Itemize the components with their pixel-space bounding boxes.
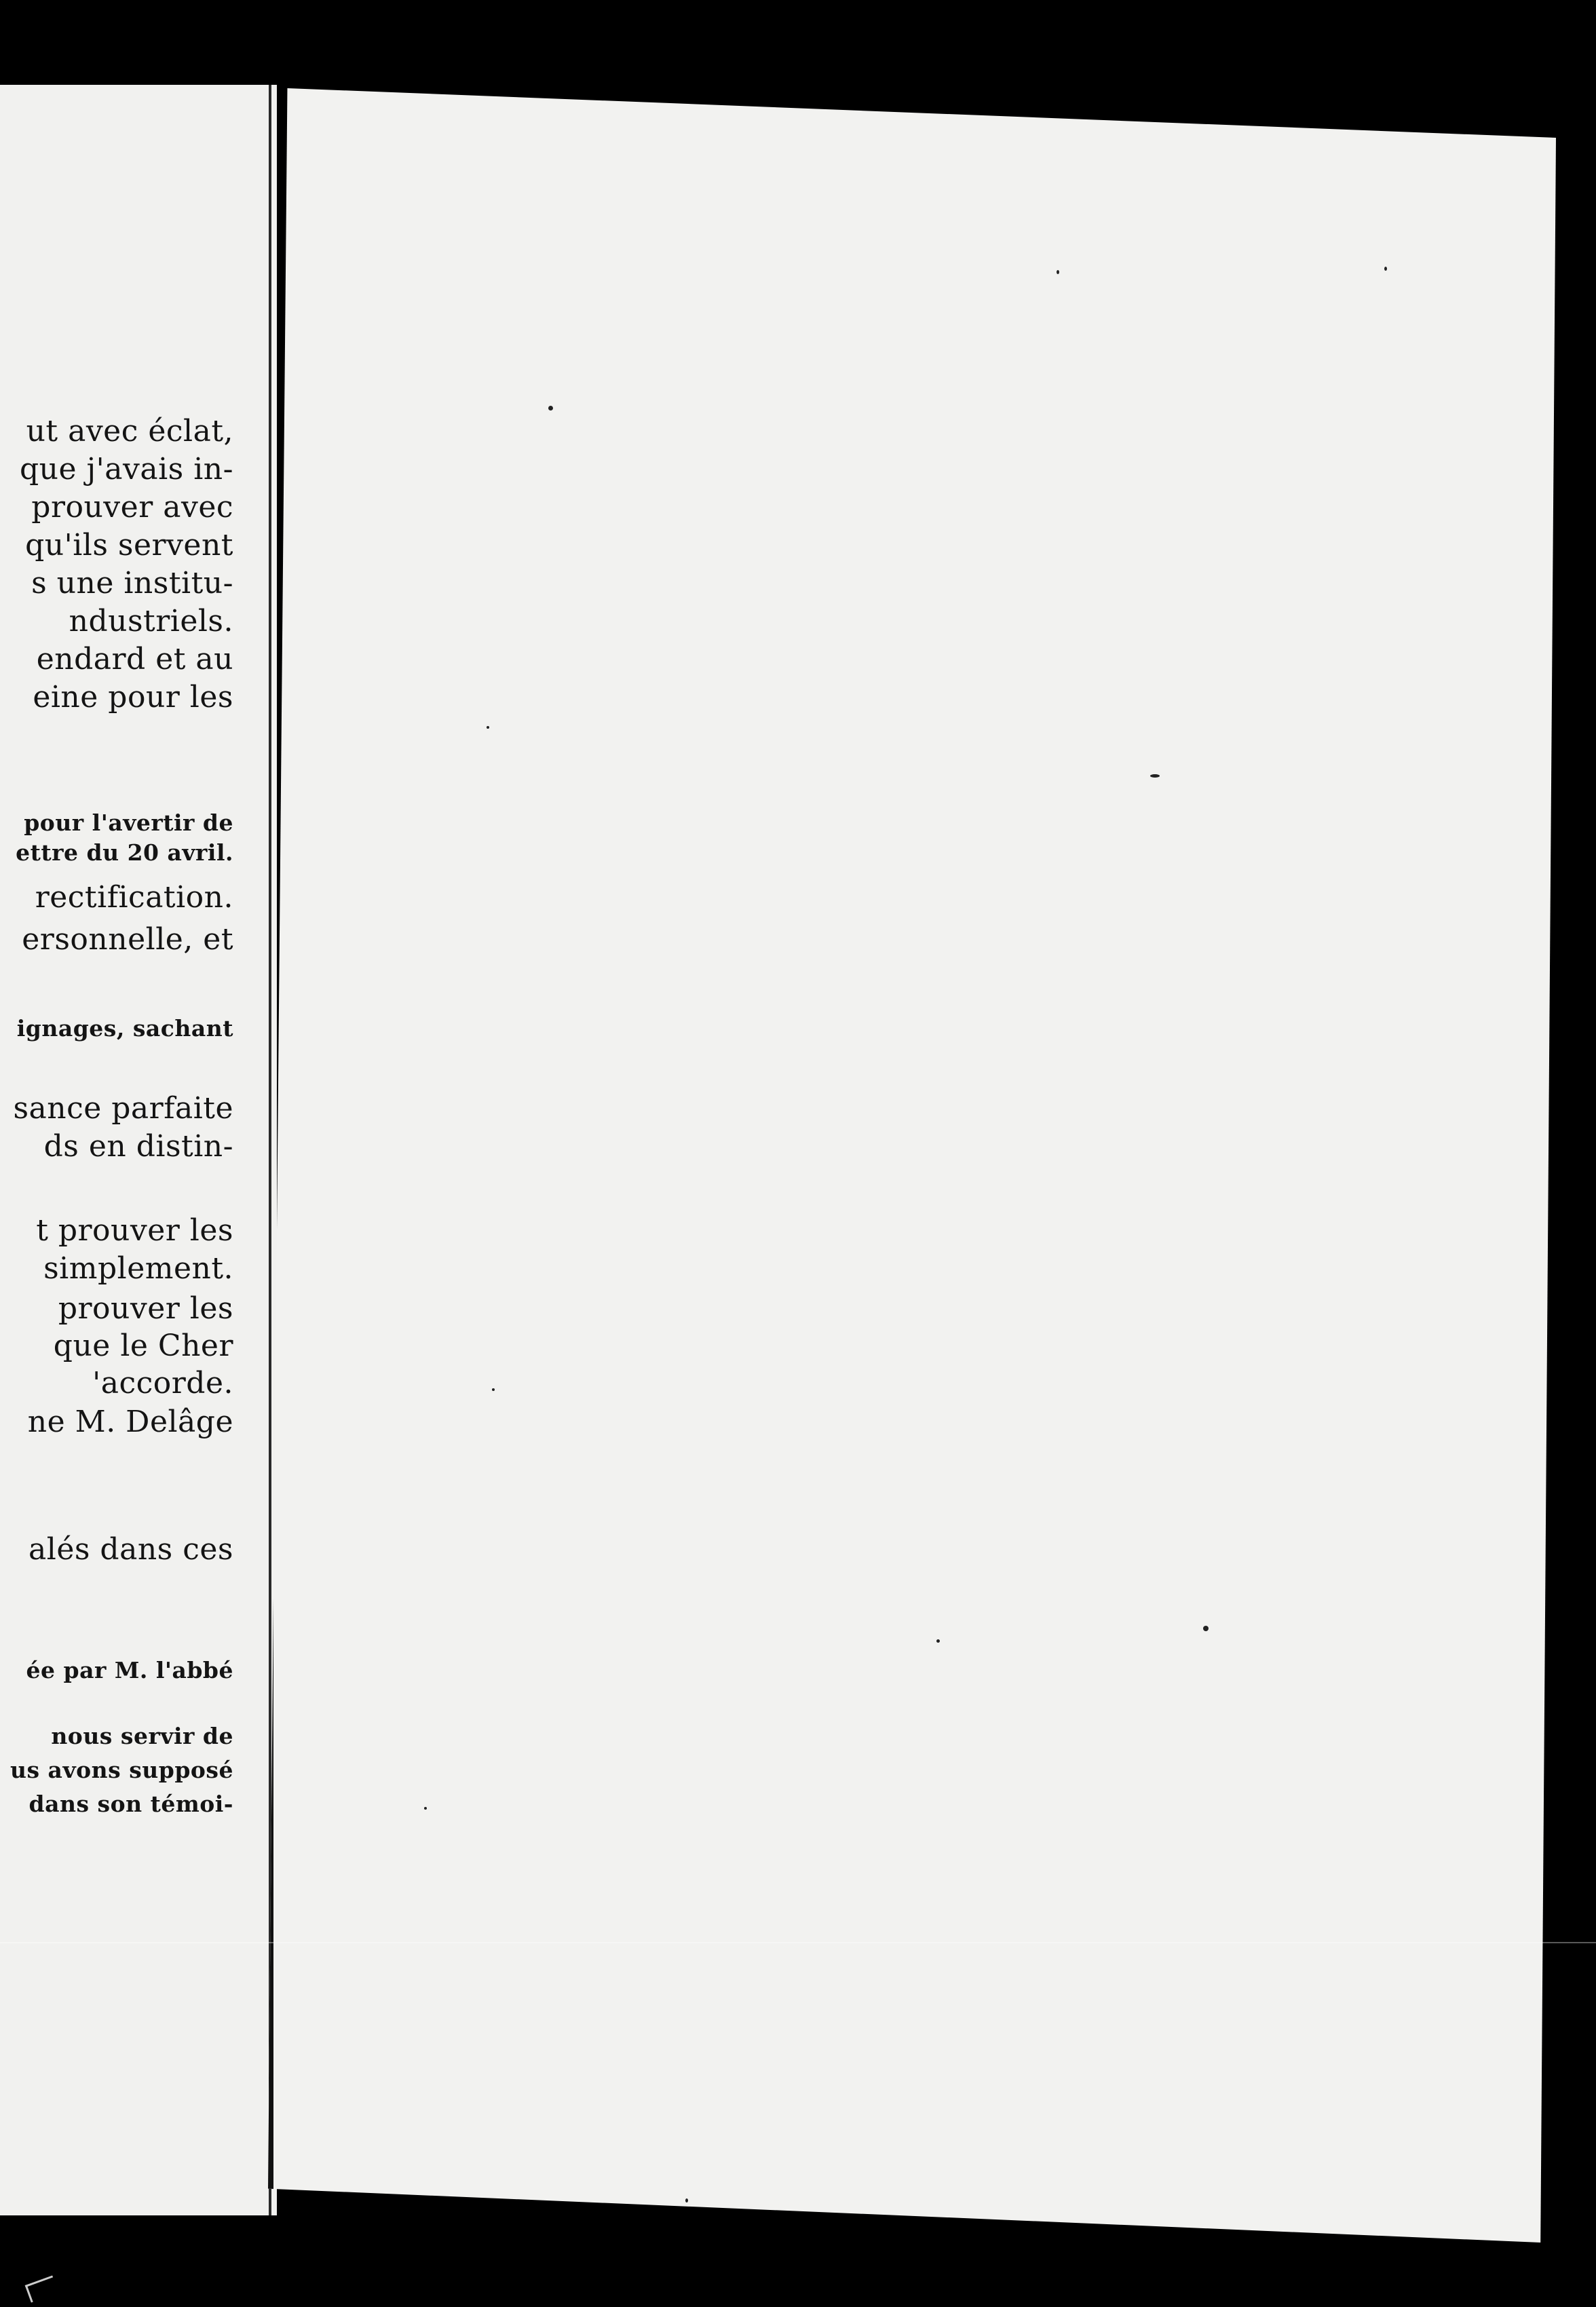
- paper-speck: [1057, 270, 1059, 274]
- footnote-1: [16, 809, 233, 871]
- footnote-2: [16, 1015, 233, 1045]
- paper-speck: [1203, 1626, 1209, 1631]
- text-line: ne M. Delâge: [27, 1405, 233, 1439]
- text-line: que j'avais in-: [19, 452, 233, 487]
- paper-speck: [492, 1388, 495, 1391]
- text-line: alés dans ces: [28, 1532, 233, 1567]
- text-line: ée par M. l'abbé: [26, 1657, 233, 1683]
- text-line: rectification.: [35, 880, 233, 915]
- blank-right-page: [268, 88, 1556, 2243]
- text-line: ettre du 20 avril.: [16, 839, 233, 866]
- text-line: 'accorde.: [92, 1366, 233, 1400]
- text-line: s une institu-: [31, 566, 233, 600]
- text-line: ersonnelle, et: [22, 922, 233, 957]
- text-line: eine pour les: [33, 680, 233, 714]
- paper-speck: [424, 1807, 427, 1810]
- text-line: us avons supposé: [10, 1757, 233, 1783]
- text-line: ds en distin-: [43, 1129, 233, 1164]
- paper-speck: [487, 726, 489, 729]
- text-line: ut avec éclat,: [26, 414, 233, 449]
- text-line: sance parfaite: [13, 1091, 233, 1126]
- paper-speck: [685, 2198, 688, 2203]
- body-paragraph-1: [16, 414, 233, 712]
- text-line: prouver avec: [31, 490, 233, 525]
- text-line: que le Cher: [53, 1329, 233, 1363]
- text-line: endard et au: [36, 642, 233, 676]
- text-line: qu'ils servent: [25, 528, 233, 563]
- body-paragraph-3: [13, 1091, 233, 1172]
- text-line: nous servir de: [51, 1723, 233, 1749]
- left-page: [0, 85, 277, 2215]
- body-paragraph-5: [16, 1532, 233, 1573]
- text-line: ndustriels.: [69, 604, 233, 638]
- footnote-3: [16, 1657, 233, 1687]
- text-line: prouver les: [58, 1291, 233, 1326]
- paper-speck: [1150, 774, 1160, 778]
- paper-speck: [548, 406, 553, 411]
- text-line: t prouver les: [36, 1213, 233, 1248]
- footnote-4: [10, 1723, 233, 1818]
- text-line: ignages, sachant: [16, 1015, 233, 1042]
- scan-corner-mark: [25, 2275, 59, 2302]
- paper-speck: [1384, 267, 1387, 271]
- text-line: dans son témoi-: [28, 1791, 233, 1817]
- scan-artifact-line: [0, 1942, 1596, 1943]
- body-paragraph-2: [16, 880, 233, 961]
- text-line: pour l'avertir de: [24, 809, 233, 836]
- text-line: simplement.: [43, 1251, 233, 1286]
- paper-speck: [936, 1639, 940, 1643]
- body-paragraph-4: [16, 1213, 233, 1444]
